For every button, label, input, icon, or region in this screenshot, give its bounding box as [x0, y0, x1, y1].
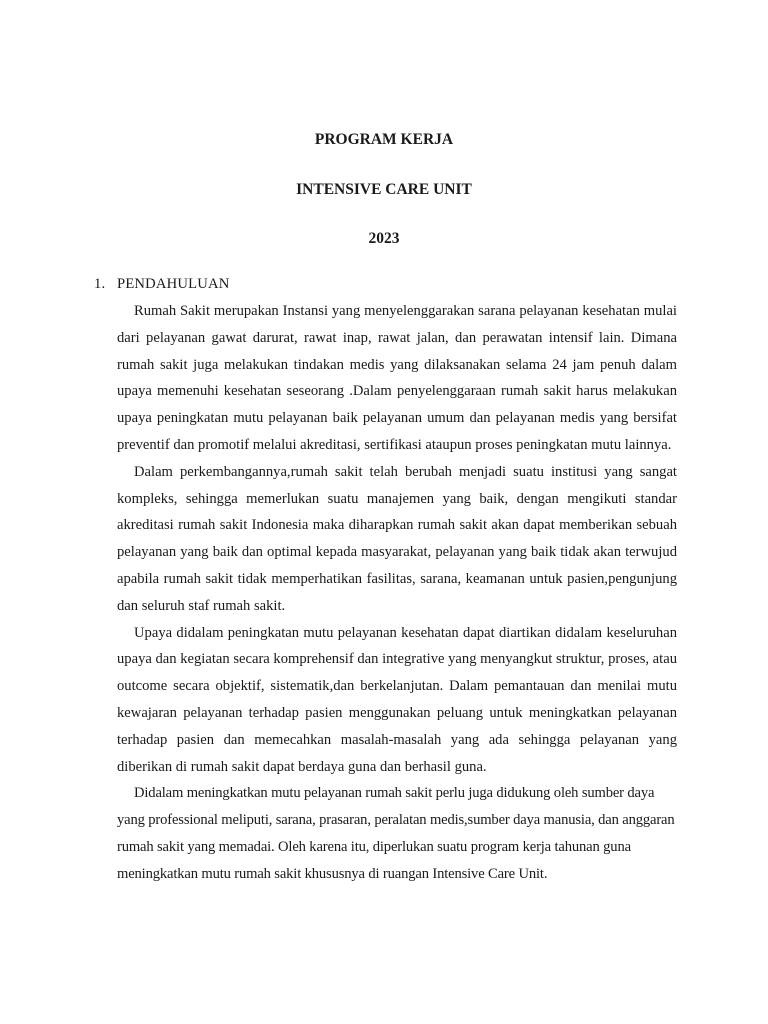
paragraph: Upaya didalam peningkatan mutu pelayanan kesehatan dapat diartikan didalam keseluruhan upaya dan kegiatan secara komprehensif dan integrative yang menyangkut struktur, proses, atau outcome secara objektif, sistematik,dan berkelanjutan. Dalam pemantauan dan menilai mutu kewajaran pelayanan terhadap pasien menggunakan peluang untuk meningkatkan pelayanan terhadap pasien dan memecahkan masalah-masalah yang ada sehingga pelayanan yang diberikan di rumah sakit dapat berdaya guna dan berhasil guna.	[117, 624, 677, 775]
document-year: 2023	[368, 230, 400, 247]
paragraph: Didalam meningkatkan mutu pelayanan rumah sakit perlu juga didukung oleh sumber daya yang professional meliputi, sarana, prasaran, peralatan medis,sumber daya manusia, dan anggaran rumah sakit yang memadai. Oleh karena itu, diperlukan suatu program kerja tahunan guna meningkatkan mutu rumah sakit khususnya di ruangan Intensive Care Unit.	[117, 785, 675, 882]
section-number: 1.	[94, 276, 106, 292]
paragraph: Rumah Sakit merupakan Instansi yang menyelenggarakan sarana pelayanan kesehatan mulai dari pelayanan gawat darurat, rawat inap, rawat jalan, dan perawatan intensif lain. Dimana rumah sakit juga melakukan tindakan medis yang dilaksanakan selama 24 jam penuh dalam upaya memenuhi kesehatan seseorang .Dalam penyelenggaraan rumah sakit harus melakukan upaya peningkatan mutu pelayanan baik pelayanan umum dan pelayanan medis yang bersifat preventif dan promotif melalui akreditasi, sertifikasi ataupun proses peningkatan mutu lainnya.	[117, 303, 677, 453]
paragraph: Dalam perkembangannya,rumah sakit telah berubah menjadi suatu institusi yang sangat kompleks, sehingga memerlukan suatu manajemen yang baik, dengan mengikuti standar akreditasi rumah sakit Indonesia maka diharapkan rumah sakit akan dapat memberikan sebuah pelayanan yang baik dan optimal kepada masyarakat, pelayanan yang baik tidak akan terwujud apabila rumah sakit tidak memperhatikan fasilitas, sarana, keamanan untuk pasien,pengunjung dan seluruh staf rumah sakit.	[117, 463, 677, 614]
document-subtitle: INTENSIVE CARE UNIT	[296, 181, 472, 198]
document-title: PROGRAM KERJA	[314, 131, 454, 148]
section-title: PENDAHULUAN	[117, 276, 230, 292]
section-heading	[94, 276, 229, 293]
section-body	[117, 298, 677, 888]
